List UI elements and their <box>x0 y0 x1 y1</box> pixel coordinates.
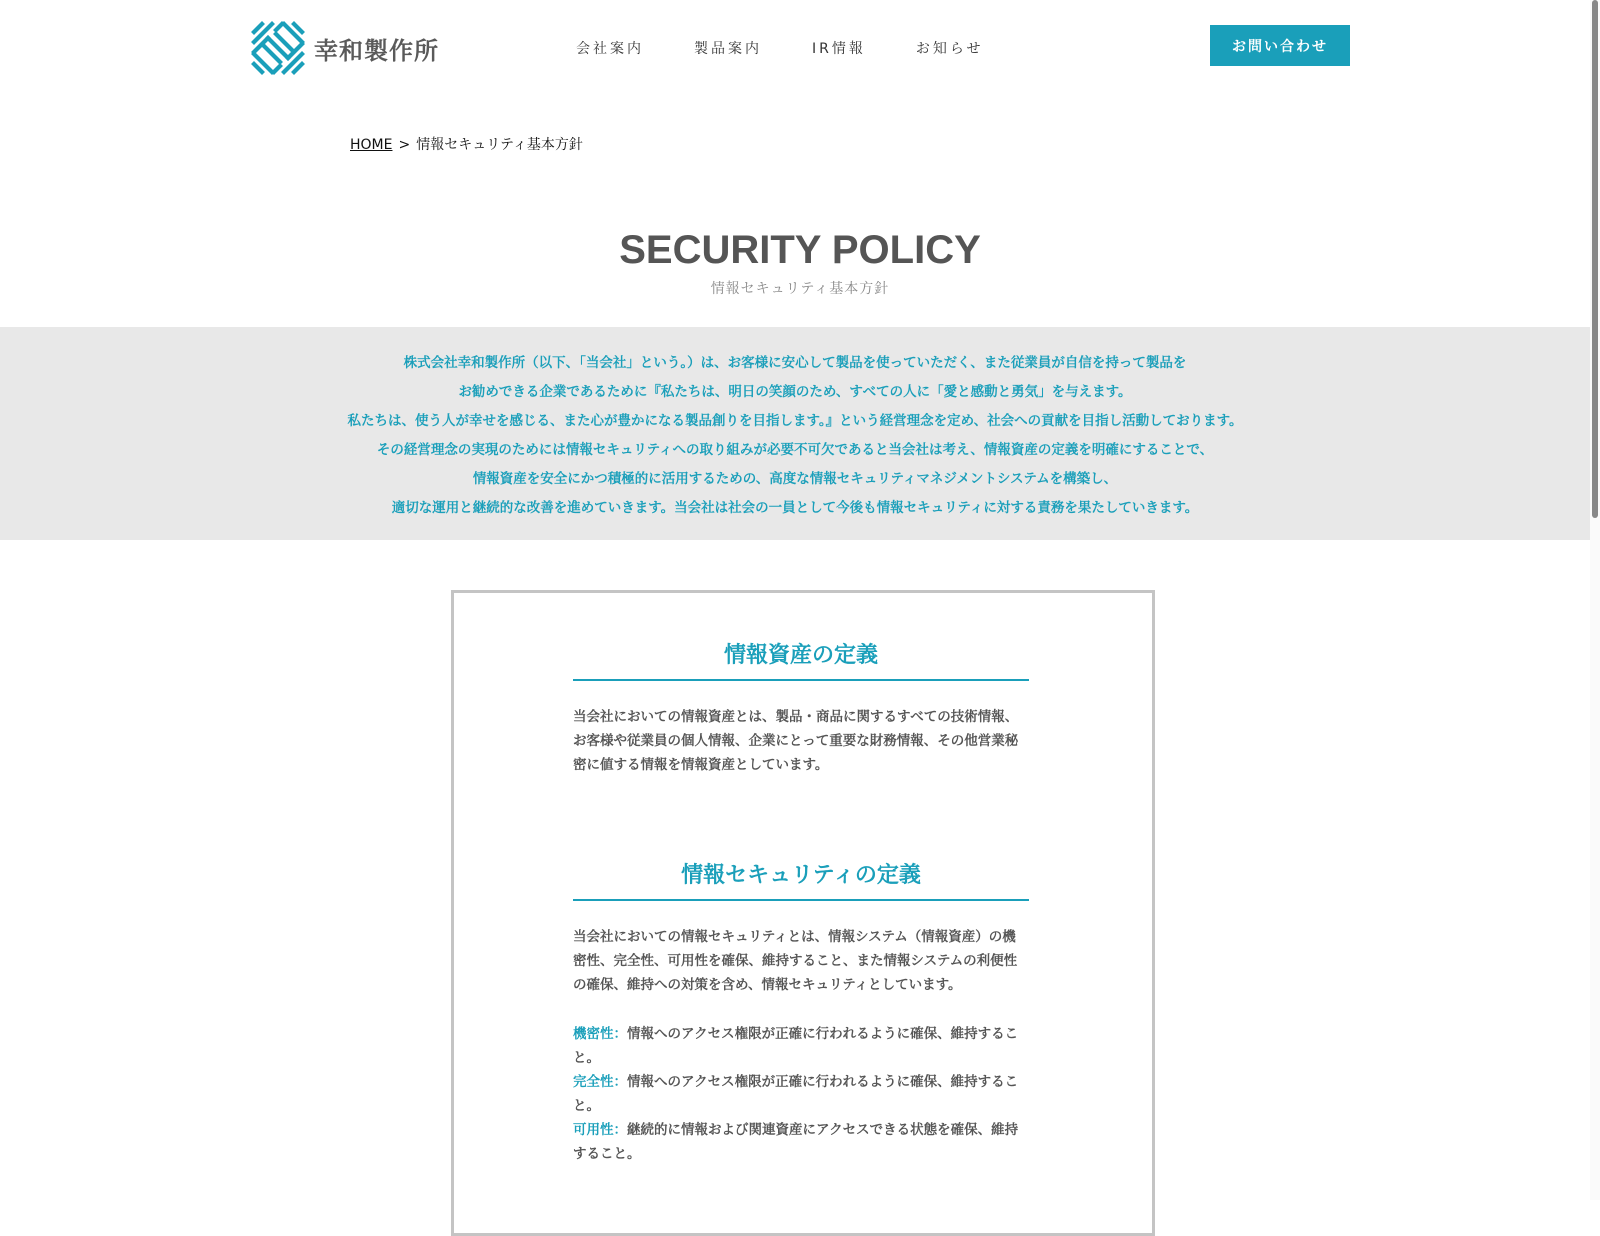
nav-news[interactable]: お知らせ <box>915 41 984 57</box>
breadcrumb-separator: > <box>398 137 411 153</box>
confidentiality-item <box>573 1022 1029 1070</box>
page-subtitle: 情報セキュリティ基本方針 <box>710 281 890 297</box>
intro-line: その経営理念の実現のためには情報セキュリティへの取り組みが必要不可欠であると当会社は考え、情報資産の定義を明確にすることで、 <box>376 442 1214 458</box>
nav-company[interactable]: 会社案内 <box>576 41 644 57</box>
confidentiality-text: 情報へのアクセス権限が正確に行われるように確保、維持すること。 <box>573 1026 1019 1066</box>
asset-definition-title: 情報資産の定義 <box>573 638 1029 681</box>
intro-line: お勧めできる企業であるために『私たちは、明日の笑顔のため、すべての人に「愛と感動と勇気」を与えます。 <box>458 384 1132 400</box>
intro-line: 株式会社幸和製作所（以下、「当会社」という。）は、お客様に安心して製品を使っていただく、また従業員が自信を持って製品を <box>403 355 1187 371</box>
nav-products[interactable]: 製品案内 <box>694 41 762 57</box>
availability-item <box>573 1118 1029 1166</box>
availability-text: 継続的に情報および関連資産にアクセスできる状態を確保、維持すること。 <box>573 1122 1019 1162</box>
main-nav <box>576 38 1033 58</box>
asset-definition-body: 当会社においての情報資産とは、製品・商品に関するすべての技術情報、お客様や従業員の個人情報、企業にとって重要な財務情報、その他営業秘密に値する情報を情報資産としています。 <box>573 709 1019 773</box>
contact-button[interactable]: お問い合わせ <box>1210 25 1350 66</box>
scrollbar[interactable] <box>1590 0 1600 1200</box>
availability-label: 可用性： <box>573 1122 627 1138</box>
breadcrumb-current: 情報セキュリティ基本方針 <box>416 137 583 153</box>
security-definition-section <box>573 858 1029 1166</box>
logo-text: 幸和製作所 <box>314 36 439 65</box>
policy-card <box>451 590 1155 1236</box>
integrity-text: 情報へのアクセス権限が正確に行われるように確保、維持すること。 <box>573 1074 1019 1114</box>
logo-mark-icon <box>250 20 306 76</box>
page-title: SECURITY POLICY <box>619 228 981 272</box>
integrity-label: 完全性： <box>573 1074 627 1090</box>
breadcrumb <box>350 134 583 154</box>
asset-definition-section <box>573 638 1029 777</box>
security-definition-body: 当会社においての情報セキュリティとは、情報システム（情報資産）の機密性、完全性、可用性を確保、維持すること、また情報システムの利便性の確保、維持への対策を含め、情報セキュリティとしています。 <box>573 929 1018 993</box>
nav-ir[interactable]: IR情報 <box>812 41 866 57</box>
intro-line: 適切な運用と継続的な改善を進めていきます。当会社は社会の一員として今後も情報セキュリティに対する責務を果たしていきます。 <box>391 500 1199 516</box>
intro-band <box>0 327 1590 540</box>
breadcrumb-home-link[interactable]: HOME <box>350 137 393 153</box>
intro-line: 私たちは、使う人が幸せを感じる、また心が豊かになる製品創りを目指します。』という経営理念を定め、社会への貢献を目指し活動しております。 <box>347 413 1243 429</box>
integrity-item <box>573 1070 1029 1118</box>
intro-line: 情報資産を安全にかつ積極的に活用するための、高度な情報セキュリティマネジメントシステムを構築し、 <box>472 471 1118 487</box>
confidentiality-label: 機密性： <box>573 1026 627 1042</box>
security-definition-title: 情報セキュリティの定義 <box>573 858 1029 901</box>
logo[interactable] <box>250 20 439 76</box>
